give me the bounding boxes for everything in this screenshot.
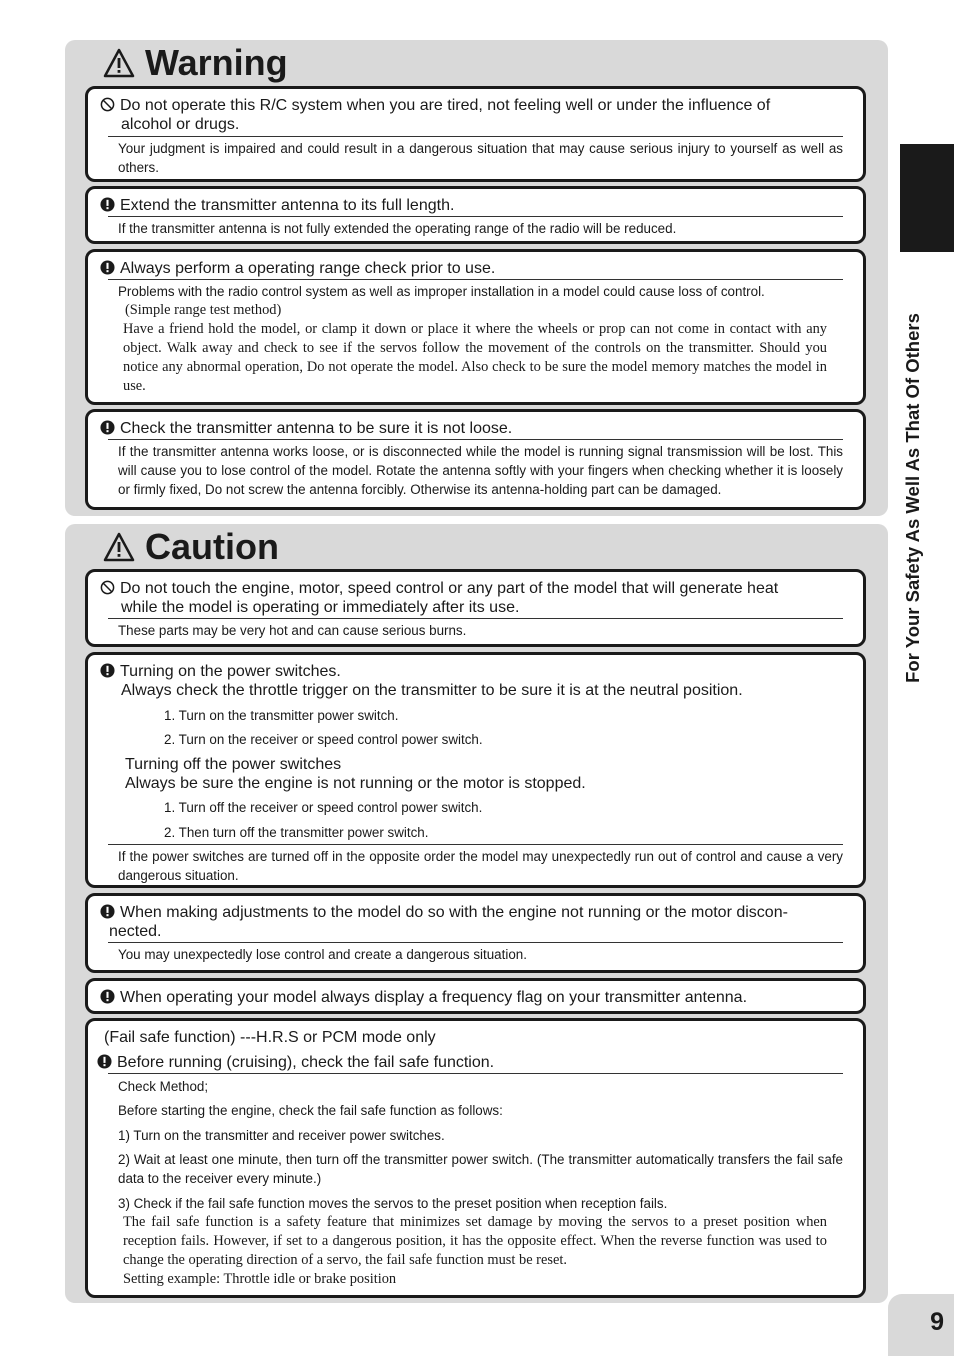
power-off-text: Always be sure the engine is not running or the motor is stopped. bbox=[125, 775, 586, 792]
section-side-label: For Your Safety As Well As That Of Others bbox=[902, 313, 923, 683]
prohibited-icon bbox=[100, 580, 115, 595]
exclamation-circle-icon bbox=[100, 260, 115, 275]
section-tab-marker bbox=[900, 144, 954, 252]
caution-item-power-switches bbox=[85, 652, 866, 888]
fail-safe-line: 3) Check if the fail safe function moves the servos to the preset position when reception fails. bbox=[118, 1196, 668, 1211]
caution-item-heading-cont: Always check the throttle trigger on the transmitter to be sure it is at the neutral position. bbox=[121, 682, 743, 699]
caution-item-note: If the power switches are turned off in the opposite order the model may unexpectedly run out of control and cause a very dangerous situation. bbox=[118, 849, 843, 883]
caution-item-heading-cont: while the model is operating or immediately after its use. bbox=[121, 599, 520, 616]
exclamation-circle-icon bbox=[100, 197, 115, 212]
power-off-step: 2. Then turn off the transmitter power switch. bbox=[164, 825, 429, 840]
warning-item-antenna-loose bbox=[85, 409, 866, 510]
fail-safe-line: Before starting the engine, check the fail safe function as follows: bbox=[118, 1103, 503, 1118]
warning-title: Warning bbox=[103, 42, 288, 84]
exclamation-circle-icon bbox=[100, 663, 115, 678]
caution-item-adjustments bbox=[85, 893, 866, 973]
fail-safe-example: Setting example: Throttle idle or brake position bbox=[123, 1271, 397, 1287]
warning-item-note: Problems with the radio control system as well as improper installation in a model could cause loss of control. bbox=[118, 284, 765, 299]
exclamation-circle-icon bbox=[100, 989, 115, 1004]
page-number: 9 bbox=[930, 1308, 944, 1336]
fail-safe-line: 1) Turn on the transmitter and receiver power switches. bbox=[118, 1128, 445, 1143]
power-off-title: Turning off the power switches bbox=[125, 756, 342, 773]
caution-item-heading: When making adjustments to the model do so with the engine not running or the motor discon- bbox=[120, 904, 788, 921]
divider bbox=[108, 844, 843, 845]
caution-item-fail-safe bbox=[85, 1018, 866, 1298]
exclamation-circle-icon bbox=[100, 904, 115, 919]
power-off-step: 1. Turn off the receiver or speed control power switch. bbox=[164, 800, 483, 815]
caution-title: Caution bbox=[103, 526, 279, 568]
exclamation-circle-icon bbox=[97, 1054, 112, 1069]
caution-item-hot-parts bbox=[85, 569, 866, 647]
range-test-title: (Simple range test method) bbox=[125, 302, 282, 318]
warning-item-heading: Extend the transmitter antenna to its full length. bbox=[120, 197, 455, 214]
prohibited-icon bbox=[100, 97, 115, 112]
divider bbox=[108, 439, 843, 440]
caution-item-heading: When operating your model always display a frequency flag on your transmitter antenna. bbox=[120, 989, 748, 1006]
caution-item-heading: Do not touch the engine, motor, speed control or any part of the model that will generate heat bbox=[120, 580, 779, 597]
warning-item-heading: Check the transmitter antenna to be sure it is not loose. bbox=[120, 420, 513, 437]
caution-panel bbox=[65, 524, 888, 1303]
warning-item-antenna-length bbox=[85, 186, 866, 244]
range-test-text: Have a friend hold the model, or clamp it down or place it where the wheels or prop can not come in contact with any object. Walk away and check to see if the servos follow the movement of the controls on the transmitter. Should you notice any abnormal operation, Do not operate the model. Also check to be sure the model memory matches the model in use. bbox=[123, 321, 827, 394]
divider bbox=[108, 618, 843, 619]
fail-safe-explanation: The fail safe function is a safety feature that minimizes set damage by moving the servos to a preset position when reception fails. However, if set to a dangerous position, it has the opposite effect. When the reverse function was used to change the operating direction of a servo, the fail safe function must be reset. bbox=[123, 1214, 827, 1268]
divider bbox=[108, 279, 843, 280]
exclamation-circle-icon bbox=[100, 420, 115, 435]
fail-safe-line: 2) Wait at least one minute, then turn off the transmitter power switch. (The transmitter automatically transfers the fail safe data to the receiver every minute.) bbox=[118, 1152, 843, 1186]
warning-item-note: If the transmitter antenna works loose, or is disconnected while the model is running signal transmission will be lost. This will cause you to lose control of the model. Rotate the antenna softly with your fingers when checking whether it is loosely or firmly fixed, Do not screw the antenna forcibly. Otherwise its antenna-holding part can be damaged. bbox=[118, 444, 843, 497]
warning-triangle-icon bbox=[103, 48, 135, 78]
divider bbox=[108, 216, 843, 217]
warning-item-heading-cont: alcohol or drugs. bbox=[121, 116, 240, 133]
caution-item-note: You may unexpectedly lose control and create a dangerous situation. bbox=[118, 947, 527, 962]
caution-item-heading-cont: nected. bbox=[109, 923, 162, 940]
power-on-step: 2. Turn on the receiver or speed control power switch. bbox=[164, 732, 483, 747]
warning-item-impaired bbox=[85, 86, 866, 182]
warning-item-note: If the transmitter antenna is not fully extended the operating range of the radio will be reduced. bbox=[118, 221, 677, 236]
divider bbox=[108, 942, 843, 943]
caution-item-frequency-flag bbox=[85, 978, 866, 1014]
warning-item-note: Your judgment is impaired and could result in a dangerous situation that may cause serious injury to yourself as well as others. bbox=[118, 141, 843, 175]
warning-item-heading: Do not operate this R/C system when you are tired, not feeling well or under the influence of bbox=[120, 97, 771, 114]
power-on-step: 1. Turn on the transmitter power switch. bbox=[164, 708, 399, 723]
fail-safe-line: Check Method; bbox=[118, 1079, 209, 1094]
warning-item-heading: Always perform a operating range check prior to use. bbox=[120, 260, 496, 277]
caution-item-heading: Before running (cruising), check the fail safe function. bbox=[117, 1054, 495, 1071]
warning-item-range-check bbox=[85, 249, 866, 405]
caution-item-note: These parts may be very hot and can cause serious burns. bbox=[118, 623, 467, 638]
caution-item-heading: Turning on the power switches. bbox=[120, 663, 341, 680]
warning-triangle-icon bbox=[103, 532, 135, 562]
fail-safe-mode-label: (Fail safe function) ---H.R.S or PCM mode only bbox=[104, 1029, 436, 1046]
warning-panel bbox=[65, 40, 888, 516]
divider bbox=[108, 1073, 843, 1074]
page-number-tab bbox=[888, 1294, 954, 1356]
divider bbox=[108, 136, 843, 137]
